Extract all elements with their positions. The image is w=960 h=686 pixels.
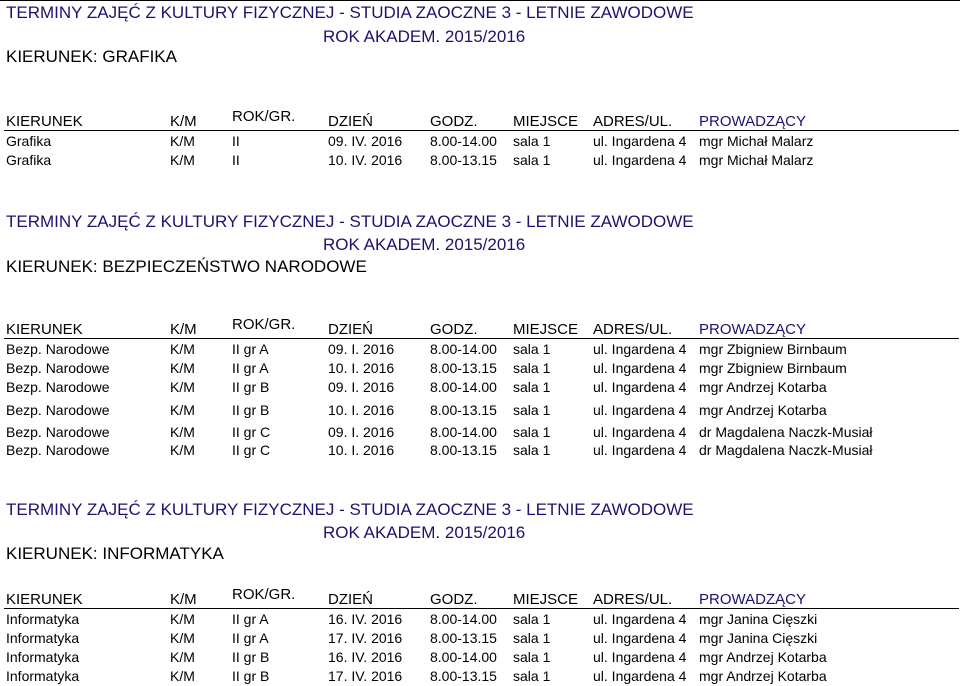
table-row: [4, 150, 959, 169]
cell-rok: II gr C: [232, 424, 271, 440]
cell-adres: ul. Ingardena 4: [593, 151, 687, 168]
cell-kierunek: Informatyka: [6, 648, 80, 665]
cell-dzien: 16. IV. 2016: [328, 648, 403, 665]
section-title: TERMINY ZAJĘĆ Z KULTURY FIZYCZNEJ - STUDIA ZAOCZNE 3 - LETNIE ZAWODOWE: [6, 212, 694, 231]
table-row: [4, 647, 959, 666]
cell-godz: 8.00-14.00: [430, 424, 497, 440]
cell-rok: II gr B: [232, 378, 270, 395]
cell-prowadzacy: mgr Michał Malarz: [699, 151, 814, 168]
cell-godz: 8.00-13.15: [430, 629, 497, 646]
cell-kierunek: Grafika: [6, 151, 52, 168]
table-row: [4, 418, 959, 440]
cell-rok: II: [232, 132, 240, 149]
cell-miejsce: sala 1: [513, 151, 551, 168]
cell-adres: ul. Ingardena 4: [593, 424, 687, 440]
table-header-row: [4, 586, 959, 609]
cell-adres: ul. Ingardena 4: [593, 441, 687, 458]
cell-adres: ul. Ingardena 4: [593, 340, 687, 357]
cell-prowadzacy: mgr Zbigniew Birnbaum: [699, 340, 847, 357]
col-prowadzacy: PROWADZĄCY: [699, 113, 806, 130]
cell-rok: II gr A: [232, 340, 269, 357]
cell-kierunek: Informatyka: [6, 667, 80, 684]
cell-miejsce: sala 1: [513, 359, 551, 376]
cell-kierunek: Bezp. Narodowe: [6, 424, 110, 440]
cell-prowadzacy: mgr Zbigniew Birnbaum: [699, 359, 847, 376]
cell-prowadzacy: mgr Janina Cięszki: [699, 610, 818, 627]
cell-km: K/M: [170, 648, 195, 665]
cell-adres: ul. Ingardena 4: [593, 402, 687, 418]
cell-adres: ul. Ingardena 4: [593, 610, 687, 627]
cell-prowadzacy: mgr Michał Malarz: [699, 132, 814, 149]
col-godz: GODZ.: [430, 321, 478, 338]
cell-dzien: 09. IV. 2016: [328, 132, 403, 149]
table-row: [4, 666, 959, 685]
cell-miejsce: sala 1: [513, 629, 551, 646]
top-border-line: [0, 0, 960, 1]
table-row: [4, 609, 959, 629]
table-header-row: [4, 316, 959, 339]
cell-rok: II gr B: [232, 402, 270, 418]
schedule-table: [4, 586, 959, 685]
col-km: K/M: [170, 591, 197, 608]
schedule-table: [4, 316, 959, 459]
cell-prowadzacy: mgr Andrzej Kotarba: [699, 378, 827, 395]
section-heading: KIERUNEK: BEZPIECZEŃSTWO NARODOWE: [6, 257, 367, 276]
col-prowadzacy: PROWADZĄCY: [699, 321, 806, 338]
cell-dzien: 10. I. 2016: [328, 441, 395, 458]
table-header-row: [4, 108, 959, 131]
cell-km: K/M: [170, 610, 195, 627]
cell-kierunek: Grafika: [6, 132, 52, 149]
cell-dzien: 10. I. 2016: [328, 402, 395, 418]
col-dzien: DZIEŃ: [328, 321, 373, 338]
cell-miejsce: sala 1: [513, 402, 551, 418]
cell-kierunek: Bezp. Narodowe: [6, 378, 110, 395]
academic-year: ROK AKADEM. 2015/2016: [323, 523, 526, 542]
cell-km: K/M: [170, 629, 195, 646]
cell-miejsce: sala 1: [513, 648, 551, 665]
cell-dzien: 17. IV. 2016: [328, 629, 403, 646]
section-title: TERMINY ZAJĘĆ Z KULTURY FIZYCZNEJ - STUDIA ZAOCZNE 3 - LETNIE ZAWODOWE: [6, 3, 694, 22]
section-title: TERMINY ZAJĘĆ Z KULTURY FIZYCZNEJ - STUDIA ZAOCZNE 3 - LETNIE ZAWODOWE: [6, 500, 694, 519]
col-adres: ADRES/UL.: [593, 113, 673, 130]
table-row: [4, 131, 959, 151]
cell-adres: ul. Ingardena 4: [593, 359, 687, 376]
cell-godz: 8.00-14.00: [430, 610, 497, 627]
cell-miejsce: sala 1: [513, 610, 551, 627]
cell-km: K/M: [170, 340, 195, 357]
section-heading: KIERUNEK: GRAFIKA: [6, 47, 177, 66]
col-miejsce: MIEJSCE: [513, 321, 579, 338]
cell-miejsce: sala 1: [513, 667, 551, 684]
cell-prowadzacy: dr Magdalena Naczk-Musiał: [699, 441, 873, 458]
cell-dzien: 10. IV. 2016: [328, 151, 403, 168]
cell-godz: 8.00-14.00: [430, 648, 497, 665]
cell-kierunek: Bezp. Narodowe: [6, 402, 110, 418]
cell-godz: 8.00-14.00: [430, 378, 497, 395]
cell-dzien: 16. IV. 2016: [328, 610, 403, 627]
cell-godz: 8.00-14.00: [430, 340, 497, 357]
cell-dzien: 09. I. 2016: [328, 340, 395, 357]
table-row: [4, 628, 959, 647]
cell-kierunek: Bezp. Narodowe: [6, 340, 110, 357]
cell-adres: ul. Ingardena 4: [593, 667, 687, 684]
academic-year: ROK AKADEM. 2015/2016: [323, 27, 526, 46]
table-row: [4, 358, 959, 377]
col-dzien: DZIEŃ: [328, 591, 373, 608]
cell-km: K/M: [170, 151, 195, 168]
col-kierunek: KIERUNEK: [6, 591, 83, 608]
cell-rok: II gr B: [232, 648, 270, 665]
col-km: K/M: [170, 113, 197, 130]
cell-kierunek: Bezp. Narodowe: [6, 359, 110, 376]
cell-rok: II gr A: [232, 629, 269, 646]
cell-km: K/M: [170, 132, 195, 149]
cell-adres: ul. Ingardena 4: [593, 629, 687, 646]
cell-godz: 8.00-13.15: [430, 151, 497, 168]
cell-dzien: 09. I. 2016: [328, 424, 395, 440]
cell-prowadzacy: dr Magdalena Naczk-Musiał: [699, 424, 873, 440]
cell-prowadzacy: mgr Janina Cięszki: [699, 629, 818, 646]
col-dzien: DZIEŃ: [328, 113, 373, 130]
cell-rok: II gr A: [232, 610, 269, 627]
cell-godz: 8.00-13.15: [430, 441, 497, 458]
cell-adres: ul. Ingardena 4: [593, 378, 687, 395]
col-adres: ADRES/UL.: [593, 321, 673, 338]
col-godz: GODZ.: [430, 113, 478, 130]
cell-prowadzacy: mgr Andrzej Kotarba: [699, 648, 827, 665]
cell-km: K/M: [170, 667, 195, 684]
cell-prowadzacy: mgr Andrzej Kotarba: [699, 402, 827, 418]
cell-miejsce: sala 1: [513, 424, 551, 440]
cell-km: K/M: [170, 359, 195, 376]
cell-km: K/M: [170, 402, 195, 418]
cell-miejsce: sala 1: [513, 378, 551, 395]
col-adres: ADRES/UL.: [593, 591, 673, 608]
cell-godz: 8.00-13.15: [430, 359, 497, 376]
col-km: K/M: [170, 321, 197, 338]
cell-rok: II gr A: [232, 359, 269, 376]
col-miejsce: MIEJSCE: [513, 591, 579, 608]
cell-rok: II: [232, 151, 240, 168]
col-prowadzacy: PROWADZĄCY: [699, 591, 806, 608]
cell-miejsce: sala 1: [513, 340, 551, 357]
table-row: [4, 440, 959, 459]
cell-adres: ul. Ingardena 4: [593, 132, 687, 149]
cell-miejsce: sala 1: [513, 441, 551, 458]
table-row: [4, 339, 959, 359]
col-godz: GODZ.: [430, 591, 478, 608]
cell-km: K/M: [170, 378, 195, 395]
cell-dzien: 09. I. 2016: [328, 378, 395, 395]
cell-kierunek: Informatyka: [6, 629, 80, 646]
cell-kierunek: Informatyka: [6, 610, 80, 627]
col-miejsce: MIEJSCE: [513, 113, 579, 130]
table-row: [4, 396, 959, 418]
col-kierunek: KIERUNEK: [6, 321, 83, 338]
section-heading: KIERUNEK: INFORMATYKA: [6, 544, 224, 563]
col-rok: ROK/GR.: [232, 108, 296, 125]
cell-rok: II gr B: [232, 667, 270, 684]
cell-adres: ul. Ingardena 4: [593, 648, 687, 665]
cell-miejsce: sala 1: [513, 132, 551, 149]
cell-kierunek: Bezp. Narodowe: [6, 441, 110, 458]
col-rok: ROK/GR.: [232, 316, 296, 333]
cell-dzien: 10. I. 2016: [328, 359, 395, 376]
cell-km: K/M: [170, 424, 195, 440]
cell-dzien: 17. IV. 2016: [328, 667, 403, 684]
cell-godz: 8.00-14.00: [430, 132, 497, 149]
table-row: [4, 377, 959, 396]
cell-godz: 8.00-13.15: [430, 402, 497, 418]
col-kierunek: KIERUNEK: [6, 113, 83, 130]
cell-rok: II gr C: [232, 441, 271, 458]
cell-prowadzacy: mgr Andrzej Kotarba: [699, 667, 827, 684]
academic-year: ROK AKADEM. 2015/2016: [323, 235, 526, 254]
cell-km: K/M: [170, 441, 195, 458]
cell-godz: 8.00-13.15: [430, 667, 497, 684]
schedule-table: [4, 108, 959, 169]
col-rok: ROK/GR.: [232, 586, 296, 603]
